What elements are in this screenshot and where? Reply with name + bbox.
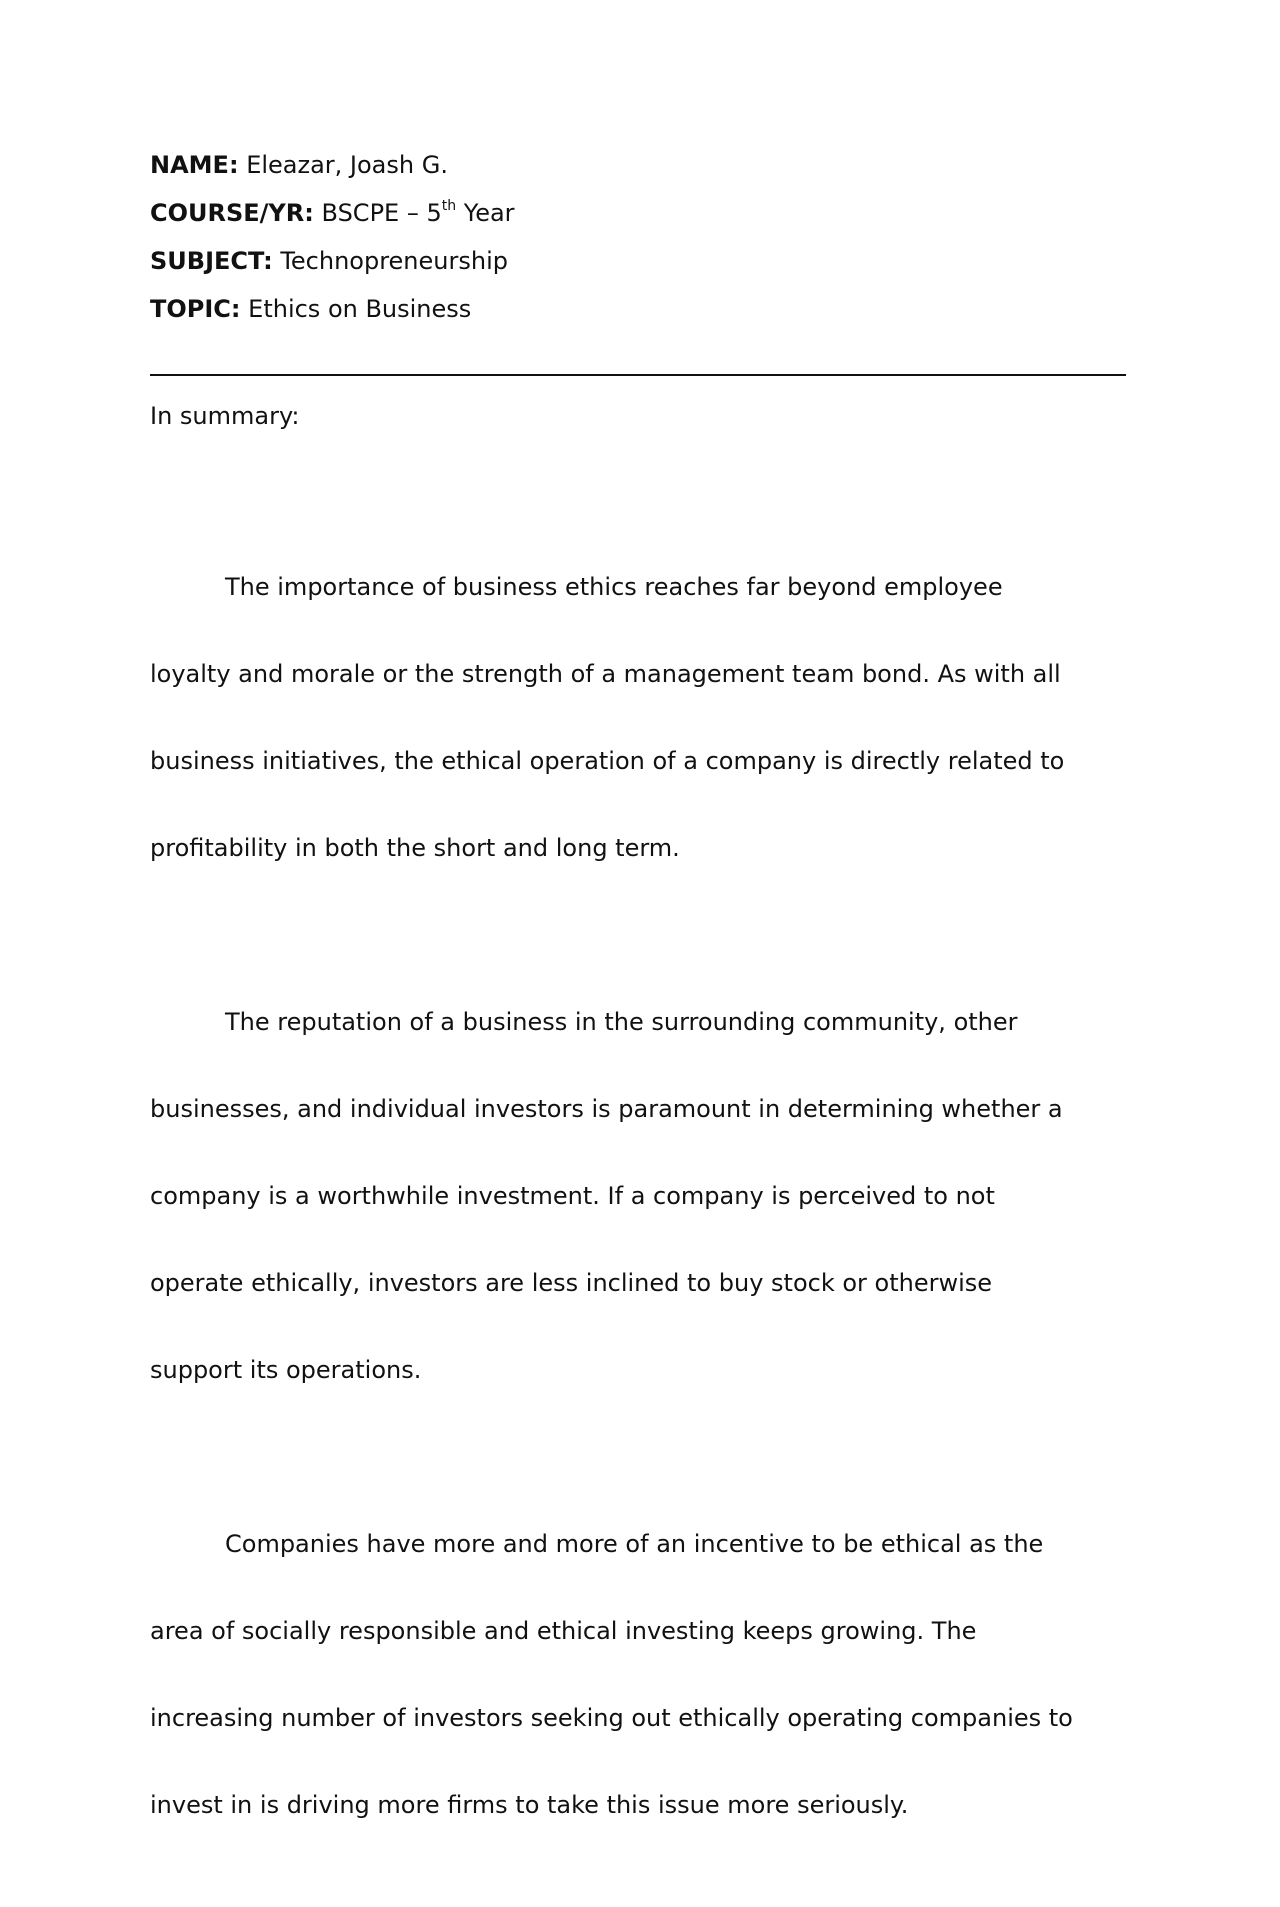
paragraph-line: profitability in both the short and long term.	[150, 834, 680, 862]
course-year-value	[322, 199, 515, 227]
paragraph-line: increasing number of investors seeking out ethically operating companies to	[150, 1704, 1073, 1732]
paragraph-line: support its operations.	[150, 1356, 422, 1384]
paragraph-line: The importance of business ethics reaches far beyond employee	[225, 573, 1003, 601]
summary-heading: In summary:	[150, 402, 300, 430]
paragraph-line: loyalty and morale or the strength of a management team bond. As with all	[150, 660, 1061, 688]
course-year-value-main: BSCPE – 5	[321, 199, 442, 227]
subject-value: Technopreneurship	[280, 247, 508, 275]
paragraph-line: businesses, and individual investors is paramount in determining whether a	[150, 1095, 1063, 1123]
summary-paragraph-1	[150, 515, 1140, 921]
paragraph-line: area of socially responsible and ethical investing keeps growing. The	[150, 1617, 977, 1645]
paragraph-line: company is a worthwhile investment. If a company is perceived to not	[150, 1182, 995, 1210]
course-year-row	[150, 198, 515, 228]
paragraph-line: Companies have more and more of an incentive to be ethical as the	[225, 1530, 1044, 1558]
topic-value: Ethics on Business	[248, 295, 472, 323]
course-year-value-end: Year	[456, 199, 515, 227]
topic-row	[150, 294, 471, 324]
header-divider	[150, 374, 1126, 376]
name-row	[150, 150, 448, 180]
course-year-ordinal-suffix: th	[441, 198, 457, 214]
summary-paragraph-3	[150, 1472, 1140, 1878]
subject-row	[150, 246, 508, 276]
summary-body	[150, 515, 1140, 1907]
subject-label: SUBJECT:	[150, 247, 273, 275]
paragraph-line: The reputation of a business in the surrounding community, other	[225, 1008, 1018, 1036]
paragraph-line: business initiatives, the ethical operation of a company is directly related to	[150, 747, 1065, 775]
summary-paragraph-2	[150, 950, 1140, 1443]
paragraph-line: invest in is driving more firms to take this issue more seriously.	[150, 1791, 909, 1819]
paragraph-line: operate ethically, investors are less inclined to buy stock or otherwise	[150, 1269, 993, 1297]
course-year-label: COURSE/YR:	[150, 199, 314, 227]
topic-label: TOPIC:	[150, 295, 241, 323]
name-label: NAME:	[150, 151, 239, 179]
name-value: Eleazar, Joash G.	[246, 151, 448, 179]
